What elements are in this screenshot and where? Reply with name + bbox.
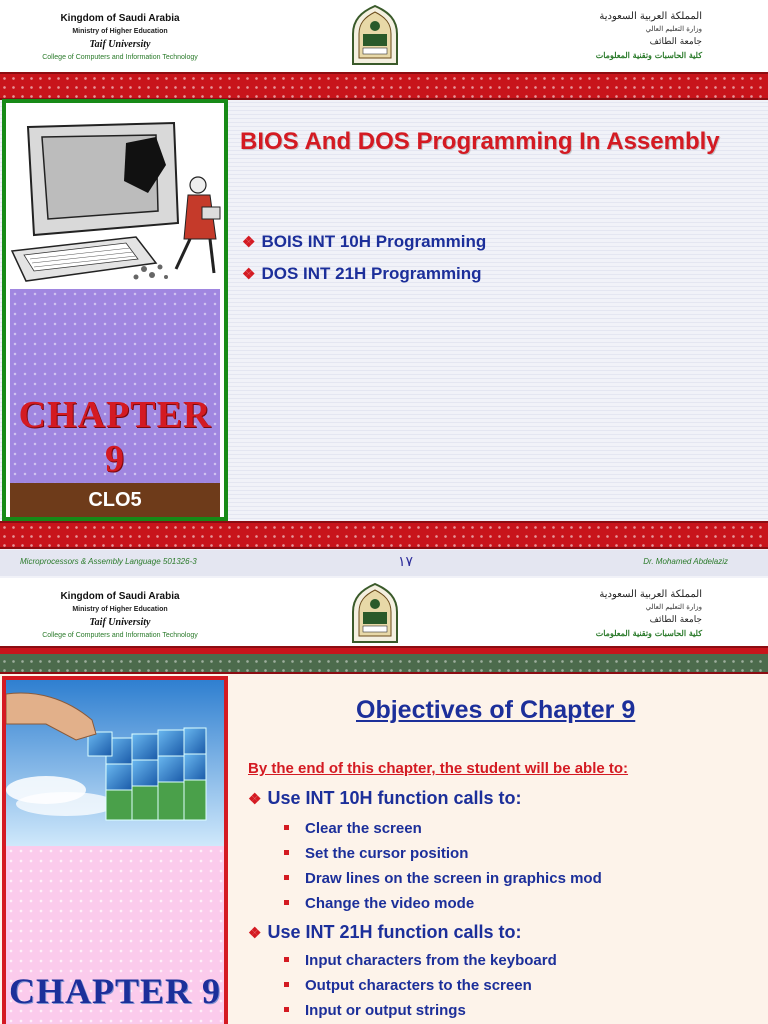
english-letterhead [20,12,220,64]
ar-college-text: كلية الحاسبات وتقنية المعلومات [595,50,702,60]
taif-university-logo [349,4,401,68]
ar-kingdom-text: المملكة العربية السعودية [599,589,702,600]
square-bullet-icon [284,982,289,987]
square-bullet-icon [284,825,289,830]
list-item [284,869,602,894]
list-item [284,894,602,919]
section-heading [248,922,522,943]
list-item [242,262,486,294]
arabic-letterhead [592,588,702,640]
page-number: ١٧ [398,553,414,569]
list-item-text: Input or output strings [305,1002,466,1019]
college-text: College of Computers and Information Technology [42,632,198,639]
ar-college-text: كلية الحاسبات وتقنية المعلومات [595,628,702,638]
list-item [284,1001,557,1024]
slide-footer [0,550,768,576]
university-header [0,0,768,72]
college-text: College of Computers and Information Technology [42,54,198,61]
chapter-panel [2,676,228,1024]
english-letterhead [20,590,220,642]
diamond-bullet-icon: ❖ [242,234,256,251]
ar-university-text: جامعة الطائف [649,37,702,47]
course-text: Microprocessors & Assembly Language 501326-3 [20,557,197,566]
ministry-text: Ministry of Higher Education [72,606,168,613]
square-bullet-icon [284,900,289,905]
objective-list [284,951,557,1024]
slide-2 [0,578,768,1024]
university-text: Taif University [89,39,151,50]
diamond-bullet-icon: ❖ [248,925,262,942]
diamond-bullet-icon: ❖ [248,791,262,808]
author-text: Dr. Mohamed Abdelaziz [643,557,728,566]
list-item-text: Input characters from the keyboard [305,952,557,969]
ar-ministry-text: وزارة التعليم العالي [645,603,702,611]
arabic-letterhead [592,10,702,62]
topic-list [242,230,486,294]
objectives-intro: By the end of this chapter, the student will be able to: [248,760,629,777]
square-bullet-icon [284,1007,289,1012]
kingdom-text: Kingdom of Saudi Arabia [60,13,180,24]
list-item-text: Draw lines on the screen in graphics mod [305,870,602,887]
list-item [242,230,486,262]
chapter-label: CHAPTER 9 [8,971,221,1011]
university-header [0,578,768,650]
university-text: Taif University [89,617,151,628]
list-item-text: Change the video mode [305,895,475,912]
clo-label: CLO5 [10,483,220,517]
list-item [284,844,602,869]
list-item [284,951,557,976]
computer-illustration [6,103,224,289]
slide-title: Objectives of Chapter 9 [356,696,636,724]
chapter-panel [2,99,228,521]
decorative-band [0,72,768,100]
section-heading-text: Use INT 21H function calls to: [267,922,522,942]
square-bullet-icon [284,957,289,962]
decorative-band [0,521,768,549]
taif-university-logo [349,582,401,646]
list-item [284,976,557,1001]
ar-ministry-text: وزارة التعليم العالي [645,25,702,33]
ar-kingdom-text: المملكة العربية السعودية [599,11,702,22]
section-heading-text: Use INT 10H function calls to: [267,788,522,808]
list-item-text: Clear the screen [305,820,422,837]
list-item-text: DOS INT 21H Programming [261,264,482,283]
list-item-text: BOIS INT 10H Programming [261,232,487,251]
ministry-text: Ministry of Higher Education [72,28,168,35]
chapter-label: CHAPTER 9 [18,394,212,480]
square-bullet-icon [284,875,289,880]
ar-university-text: جامعة الطائف [649,615,702,625]
square-bullet-icon [284,850,289,855]
section-heading [248,788,522,809]
objective-list [284,819,602,919]
cube-hand-image [6,680,224,846]
list-item-text: Set the cursor position [305,845,469,862]
list-item-text: Output characters to the screen [305,977,532,994]
kingdom-text: Kingdom of Saudi Arabia [60,591,180,602]
slide-title: BIOS And DOS Programming In Assembly [240,128,720,155]
decorative-band [0,646,768,674]
diamond-bullet-icon: ❖ [242,266,256,283]
list-item [284,819,602,844]
